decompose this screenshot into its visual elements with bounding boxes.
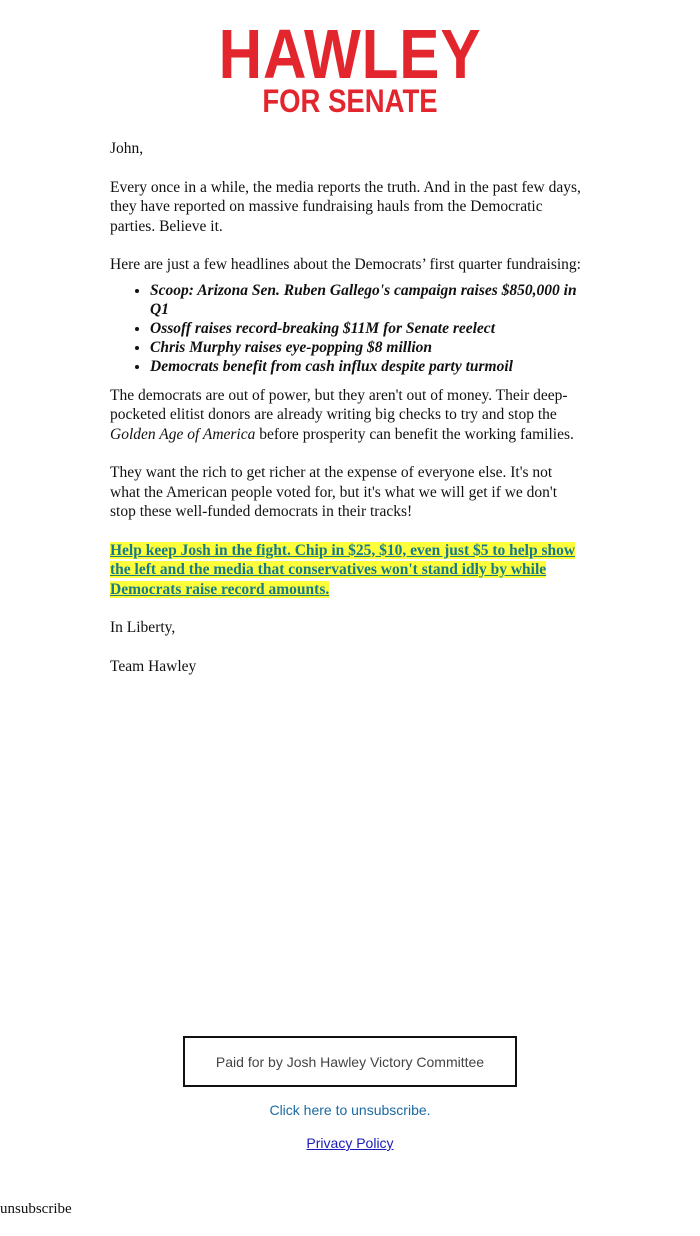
- paragraph-text: The democrats are out of power, but they aren't out of money. Their deep-pocketed elitist donors are already writing big checks to try and stop the: [110, 386, 568, 423]
- paid-for-text: Paid for by Josh Hawley Victory Committee: [215, 1053, 485, 1070]
- golden-age-italic: Golden Age of America: [110, 425, 256, 443]
- donate-cta-link[interactable]: Help keep Josh in the fight. Chip in $25, $10, even just $5 to help show the left and the media that conservatives won't stand idly by while Democrats raise record amounts.: [110, 541, 576, 598]
- list-item: • Scoop: Arizona Sen. Ruben Gallego's campaign raises $850,000 in Q1: [150, 281, 585, 319]
- bottom-unsubscribe-link[interactable]: unsubscribe: [0, 1201, 72, 1217]
- headline-list: [110, 281, 585, 376]
- logo-sub-text: FOR SENATE: [262, 83, 438, 119]
- hawley-logo: [0, 15, 700, 119]
- list-item: • Ossoff raises record-breaking $11M for Senate reelect: [150, 319, 585, 338]
- paragraph-text: before prosperity can benefit the working families.: [255, 425, 574, 443]
- privacy-policy-link[interactable]: Privacy Policy: [306, 1135, 394, 1151]
- list-item: • Democrats benefit from cash influx despite party turmoil: [150, 357, 585, 376]
- cta-paragraph: [110, 541, 585, 600]
- greeting: John,: [110, 140, 144, 157]
- paragraph-out-of-power: [110, 386, 585, 445]
- unsubscribe-link[interactable]: Click here to unsubscribe.: [269, 1102, 431, 1118]
- paragraph-headlines-intro: Here are just a few headlines about the Democrats’ first quarter fundraising:: [110, 256, 581, 273]
- email-body: [110, 139, 585, 695]
- paragraph-rich-richer: They want the rich to get richer at the expense of everyone else. It's not what the American people voted for, but it's what we will get if we don't stop these well-funded democrats in their tracks!: [110, 464, 558, 520]
- signoff: In Liberty,: [110, 619, 176, 636]
- paid-for-disclaimer: [183, 1036, 517, 1087]
- logo-main-text: HAWLEY: [218, 15, 482, 93]
- list-item: • Chris Murphy raises eye-popping $8 million: [150, 338, 585, 357]
- paragraph-media-reports: Every once in a while, the media reports the truth. And in the past few days, they have reported on massive fundraising hauls from the Democratic parties. Believe it.: [110, 178, 581, 235]
- signature: Team Hawley: [110, 657, 197, 675]
